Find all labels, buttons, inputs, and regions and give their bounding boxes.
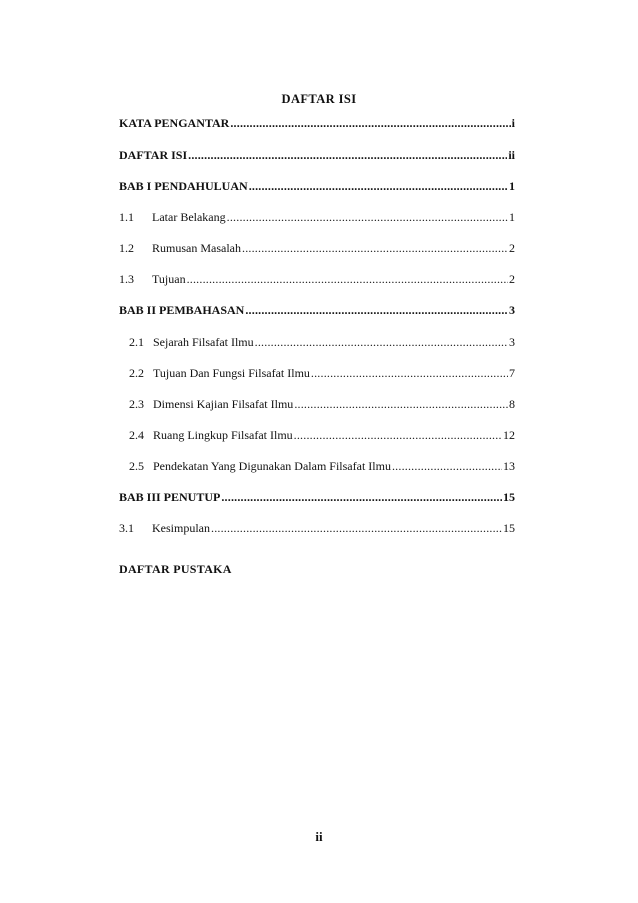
- toc-entry-label: BAB III PENUTUP: [119, 490, 221, 504]
- toc-entry-1-3: [119, 272, 515, 290]
- toc-entry-label: Dimensi Kajian Filsafat Ilmu: [153, 397, 294, 411]
- toc-entry-page: 1: [509, 210, 515, 224]
- toc-entry-bab-1: [119, 179, 515, 197]
- toc-entry-label: DAFTAR ISI: [119, 148, 188, 162]
- toc-entry-label: Ruang Lingkup Filsafat Ilmu: [153, 428, 293, 442]
- toc-entry-number: 3.1: [119, 521, 134, 535]
- leader-dots: [249, 179, 508, 194]
- toc-entry-label: Kesimpulan: [152, 521, 210, 535]
- toc-entry-number: 2.1: [129, 335, 144, 349]
- toc-entry-label: Tujuan: [152, 272, 186, 286]
- toc-entry-page: ii: [508, 148, 515, 162]
- toc-entry-number: 2.4: [129, 428, 144, 442]
- leader-dots: [230, 116, 510, 131]
- leader-dots: [255, 335, 508, 350]
- toc-entry-number: 2.3: [129, 397, 144, 411]
- toc-entry-number: 1.2: [119, 241, 134, 255]
- toc-entry-label: BAB II PEMBAHASAN: [119, 303, 245, 317]
- toc-entry-number: 1.3: [119, 272, 134, 286]
- toc-entry-2-4: [129, 428, 515, 446]
- toc-entry-page: 1: [509, 179, 515, 193]
- toc-entry-number: 2.2: [129, 366, 144, 380]
- leader-dots: [187, 272, 508, 287]
- toc-entry-label: KATA PENGANTAR: [119, 116, 230, 130]
- page-number: ii: [315, 829, 323, 844]
- toc-entry-label: Rumusan Masalah: [152, 241, 241, 255]
- toc-entry-page: 12: [503, 428, 515, 442]
- leader-dots: [245, 303, 508, 318]
- toc-entry-daftar-isi: [119, 148, 515, 166]
- leader-dots: [211, 521, 502, 536]
- toc-entry-2-1: [129, 335, 515, 353]
- leader-dots: [392, 459, 502, 474]
- toc-entry-page: 8: [509, 397, 515, 411]
- toc-entry-page: 2: [509, 272, 515, 286]
- toc-entry-page: 7: [509, 366, 515, 380]
- toc-entry-1-2: [119, 241, 515, 259]
- toc-entry-3-1: [119, 521, 515, 539]
- toc-entry-page: 3: [509, 335, 515, 349]
- leader-dots: [242, 241, 508, 256]
- toc-entry-label: Latar Belakang: [152, 210, 226, 224]
- toc-entry-page: 3: [509, 303, 515, 317]
- toc-entry-page: 15: [503, 490, 515, 504]
- toc-entry-page: 15: [503, 521, 515, 535]
- leader-dots: [311, 366, 508, 381]
- toc-entry-bab-2: [119, 303, 515, 321]
- toc-entry-1-1: [119, 210, 515, 228]
- toc-entry-bab-3: [119, 490, 515, 508]
- toc-entry-page: 13: [503, 459, 515, 473]
- toc-entry-2-2: [129, 366, 515, 384]
- toc-entry-kata-pengantar: [119, 116, 515, 134]
- toc-entry-number: 1.1: [119, 210, 134, 224]
- page-title: DAFTAR ISI: [281, 92, 357, 106]
- toc-entry-page: i: [511, 116, 515, 130]
- toc-entry-label: Pendekatan Yang Digunakan Dalam Filsafat Ilmu: [153, 459, 391, 473]
- toc-entry-page: 2: [509, 241, 515, 255]
- leader-dots: [227, 210, 508, 225]
- leader-dots: [294, 397, 508, 412]
- leader-dots: [294, 428, 502, 443]
- toc-entry-number: 2.5: [129, 459, 144, 473]
- toc-entry-2-5: [129, 459, 515, 477]
- leader-dots: [188, 148, 507, 163]
- toc-entry-label: Sejarah Filsafat Ilmu: [153, 335, 254, 349]
- toc-entry-2-3: [129, 397, 515, 415]
- daftar-pustaka-heading: DAFTAR PUSTAKA: [119, 562, 232, 576]
- toc-entry-label: BAB I PENDAHULUAN: [119, 179, 248, 193]
- toc-entry-label: Tujuan Dan Fungsi Filsafat Ilmu: [153, 366, 310, 380]
- leader-dots: [221, 490, 502, 505]
